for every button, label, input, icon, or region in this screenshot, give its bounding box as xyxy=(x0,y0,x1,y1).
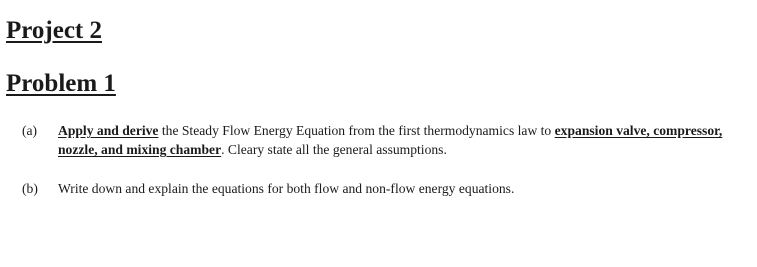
part-marker: (b) xyxy=(22,181,38,196)
part-marker: (a) xyxy=(22,123,38,138)
part-b xyxy=(22,179,742,198)
part-a xyxy=(22,121,742,159)
part-text xyxy=(58,179,742,198)
emphasized-text: expansion valve, compressor, nozzle, and mixing chamber xyxy=(58,123,723,157)
plain-text: Write down and explain the equations for both flow and non-flow energy equations. xyxy=(58,181,515,196)
plain-text: the Steady Flow Energy Equation from the first thermodynamics law to xyxy=(158,123,555,138)
plain-text: . Cleary state all the general assumptions. xyxy=(221,142,447,157)
part-text xyxy=(58,121,742,159)
project-title: Project 2 xyxy=(6,17,103,44)
problem-title: Problem 1 xyxy=(6,70,116,97)
emphasized-text: Apply and derive xyxy=(58,123,159,138)
